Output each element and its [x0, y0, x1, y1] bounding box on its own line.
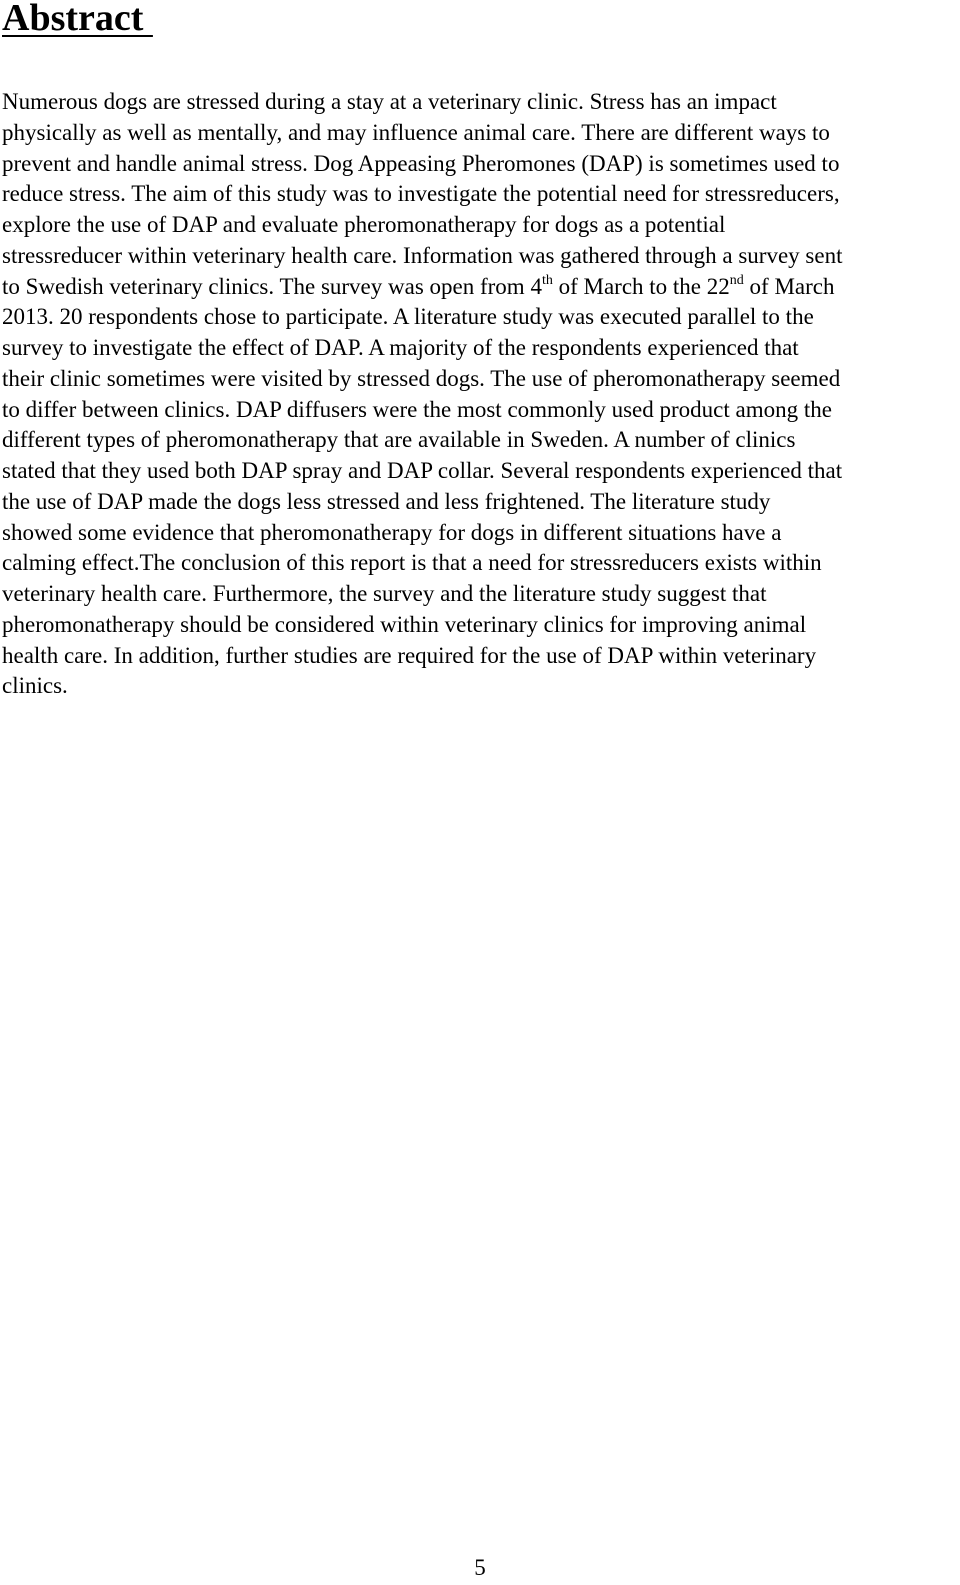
page-title: Abstract — [2, 0, 153, 39]
text-line-with-dates — [2, 272, 954, 303]
text-line: explore the use of DAP and evaluate pheromonatherapy for dogs as a potential — [2, 212, 726, 237]
text-line: the use of DAP made the dogs less stressed and less frightened. The literature study — [2, 488, 771, 514]
text-line: stated that they used both DAP spray and DAP collar. Several respondents experienced that — [2, 458, 843, 483]
text-line: stressreducer within veterinary health care. Information was gathered through a survey sent — [2, 242, 843, 268]
text-line: health care. In addition, further studies are required for the use of DAP within veterinary — [2, 642, 817, 668]
text-line: 2013. 20 respondents chose to participate. A literature study was executed parallel to the — [2, 304, 814, 330]
text-line: reduce stress. The aim of this study was to investigate the potential need for stressreducers, — [2, 181, 840, 207]
text-line: Numerous dogs are stressed during a stay at a veterinary clinic. Stress has an impact — [2, 89, 777, 114]
text-line: showed some evidence that pheromonatherapy for dogs in different situations have a — [2, 519, 782, 545]
text-segment: to Swedish veterinary clinics. The survey was open from 4 — [2, 273, 542, 299]
text-line: survey to investigate the effect of DAP. A majority of the respondents experienced that — [2, 335, 799, 360]
text-line: veterinary health care. Furthermore, the survey and the literature study suggest that — [2, 581, 767, 606]
text-line: prevent and handle animal stress. Dog Appeasing Pheromones (DAP) is sometimes used to — [2, 150, 840, 176]
text-line: to differ between clinics. DAP diffusers were the most commonly used product among the — [2, 396, 832, 422]
text-segment: of March — [743, 273, 835, 299]
text-line: physically as well as mentally, and may influence animal care. There are different ways to — [2, 119, 830, 145]
text-line: different types of pheromonatherapy that are available in Sweden. A number of clinics — [2, 427, 796, 453]
text-line: their clinic sometimes were visited by stressed dogs. The use of pheromonatherapy seemed — [2, 365, 841, 391]
text-line: pheromonatherapy should be considered within veterinary clinics for improving animal — [2, 611, 807, 637]
ordinal-suffix: th — [541, 272, 553, 288]
text-segment: of March to the 22 — [552, 273, 730, 299]
abstract-paragraph — [2, 87, 954, 702]
ordinal-suffix: nd — [729, 272, 744, 288]
text-line: clinics. — [2, 673, 68, 699]
page-number: 5 — [474, 1555, 486, 1580]
text-line: calming effect.The conclusion of this report is that a need for stressreducers exists within — [2, 550, 822, 576]
